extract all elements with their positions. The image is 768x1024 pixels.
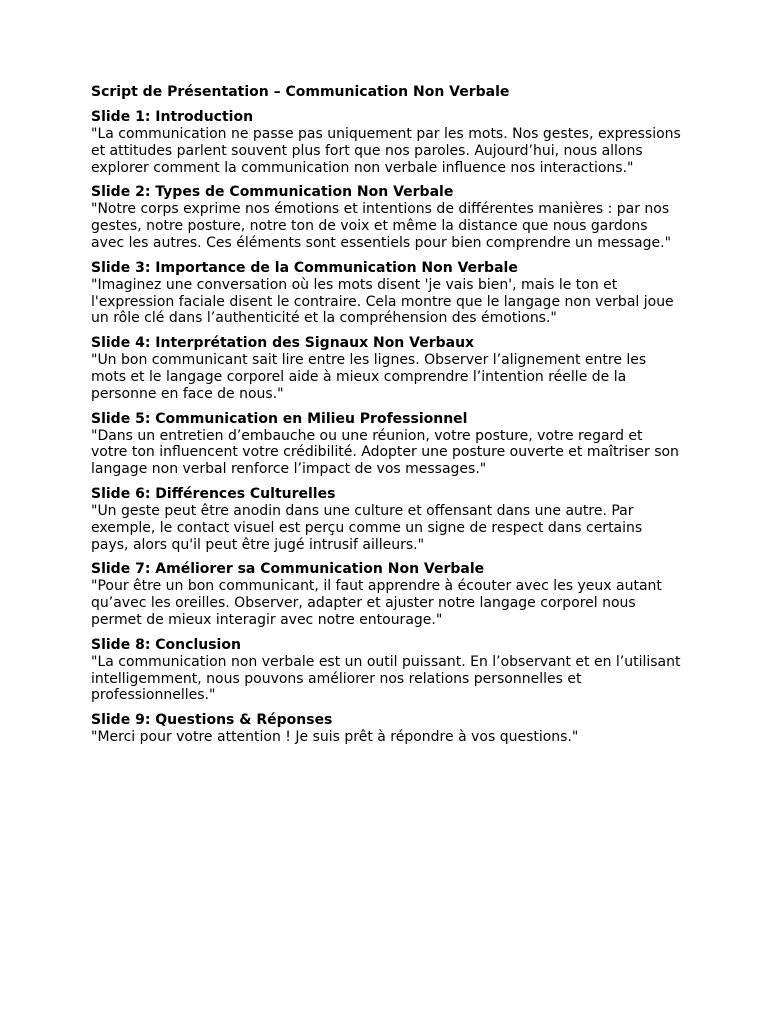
slide-text: "La communication non verbale est un outil puissant. En l’observant et en l’utilisant intelligemment, nous pouvons améliorer nos relations personnelles et professionnelles." (91, 653, 681, 704)
slide-heading: Slide 2: Types de Communication Non Verbale (91, 184, 454, 201)
document-body (91, 84, 681, 754)
slide-text: "Merci pour votre attention ! Je suis prêt à répondre à vos questions." (91, 729, 579, 746)
slide-heading: Slide 8: Conclusion (91, 636, 241, 653)
slide-heading: Slide 1: Introduction (91, 109, 254, 125)
slide-text: "Un geste peut être anodin dans une culture et offensant dans une autre. Par exemple, le contact visuel est perçu comme un signe de respect dans certains pays, alors qu'il peut être jugé intrusif ailleurs." (91, 502, 643, 553)
slide-section-3 (91, 260, 681, 327)
slide-text: "Notre corps exprime nos émotions et intentions de différentes manières : par nos gestes, notre posture, notre ton de voix et même la distance que nous gardons avec les autres. Ces éléments sont essentiels pour bien comprendre un message." (91, 201, 672, 251)
slide-section-9 (91, 712, 681, 746)
slide-text: "Dans un entretien d’embauche ou une réunion, votre posture, votre regard et votre ton influencent votre crédibilité. Adopter une posture ouverte et maîtriser son langage non verbal renforce l’impact de vos messages." (91, 427, 679, 478)
slide-heading: Slide 7: Améliorer sa Communication Non Verbale (91, 561, 485, 578)
slide-section-7 (91, 561, 681, 628)
slide-heading: Slide 4: Interprétation des Signaux Non Verbaux (91, 335, 475, 352)
slide-section-4 (91, 335, 681, 402)
slide-text: "Imaginez une conversation où les mots disent 'je vais bien', mais le ton et l'expression faciale disent le contraire. Cela montre que le langage non verbal joue un rôle clé dans l’authenticité et la compréhension des émotions." (91, 276, 674, 327)
slide-section-2 (91, 184, 681, 251)
slide-section-5 (91, 411, 681, 478)
slide-section-8 (91, 637, 681, 704)
slide-text: "La communication ne passe pas uniquement par les mots. Nos gestes, expressions et attitudes parlent souvent plus fort que nos paroles. Aujourd’hui, nous allons explorer comment la communication non verbale influence nos interactions." (91, 126, 681, 176)
document-title: Script de Présentation – Communication Non Verbale (91, 84, 510, 100)
slide-heading: Slide 3: Importance de la Communication Non Verbale (91, 259, 518, 276)
slide-heading: Slide 9: Questions & Réponses (91, 712, 333, 729)
slide-section-1 (91, 109, 681, 176)
slide-heading: Slide 6: Différences Culturelles (91, 485, 336, 502)
slide-text: "Pour être un bon communicant, il faut apprendre à écouter avec les yeux autant qu’avec les oreilles. Observer, adapter et ajuster notre langage corporel nous permet de mieux interagir avec notre entourage." (91, 578, 662, 628)
slide-section-6 (91, 486, 681, 553)
slide-text: "Un bon communicant sait lire entre les lignes. Observer l’alignement entre les mots et le langage corporel aide à mieux comprendre l’intention réelle de la personne en face de nous." (91, 352, 647, 402)
slide-heading: Slide 5: Communication en Milieu Professionnel (91, 410, 468, 427)
